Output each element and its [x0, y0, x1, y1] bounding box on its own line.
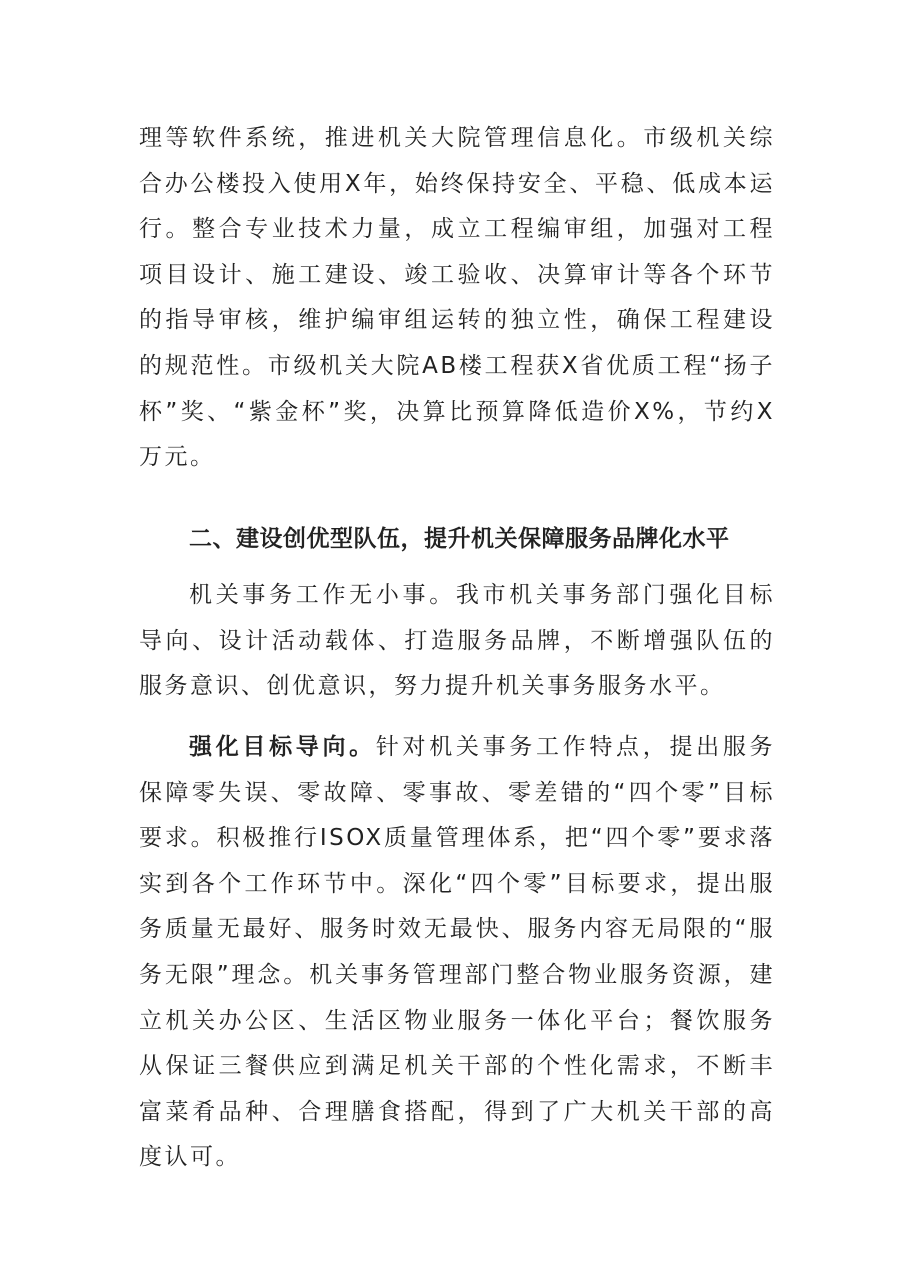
section-heading: 二、建设创优型队伍，提升机关保障服务品牌化水平: [189, 526, 730, 552]
paragraph-continued: 理等软件系统，推进机关大院管理信息化。市级机关综合办公楼投入使用X年，始终保持安全、平稳、低成本运行。整合专业技术力量，成立工程编审组，加强对工程项目设计、施工建设、竣工验收、决算审计等各个环节的指导审核，维护编审组运转的独立性，确保工程建设的规范性。市级机关大院AB楼工程获X省优质工程“扬子杯”奖、“紫金杯”奖，决算比预算降低造价X%，节约X万元。: [139, 125, 775, 471]
paragraph-target-orientation: [139, 725, 775, 1181]
paragraph-lead-title: 强化目标导向。: [189, 734, 376, 760]
paragraph-body: 针对机关事务工作特点，提出服务保障零失误、零故障、零事故、零差错的“四个零”目标要求。积极推行ISOX质量管理体系，把“四个零”要求落实到各个工作环节中。深化“四个零”目标要求，提出服务质量无最好、服务时效无最快、服务内容无局限的“服务无限”理念。机关事务管理部门整合物业服务资源，建立机关办公区、生活区物业服务一体化平台；餐饮服务从保证三餐供应到满足机关干部的个性化需求，不断丰富菜肴品种、合理膳食搭配，得到了广大机关干部的高度认可。: [139, 734, 776, 1171]
paragraph-intro: 机关事务工作无小事。我市机关事务部门强化目标导向、设计活动载体、打造服务品牌，不断增强队伍的服务意识、创优意识，努力提升机关事务服务水平。: [139, 582, 775, 700]
